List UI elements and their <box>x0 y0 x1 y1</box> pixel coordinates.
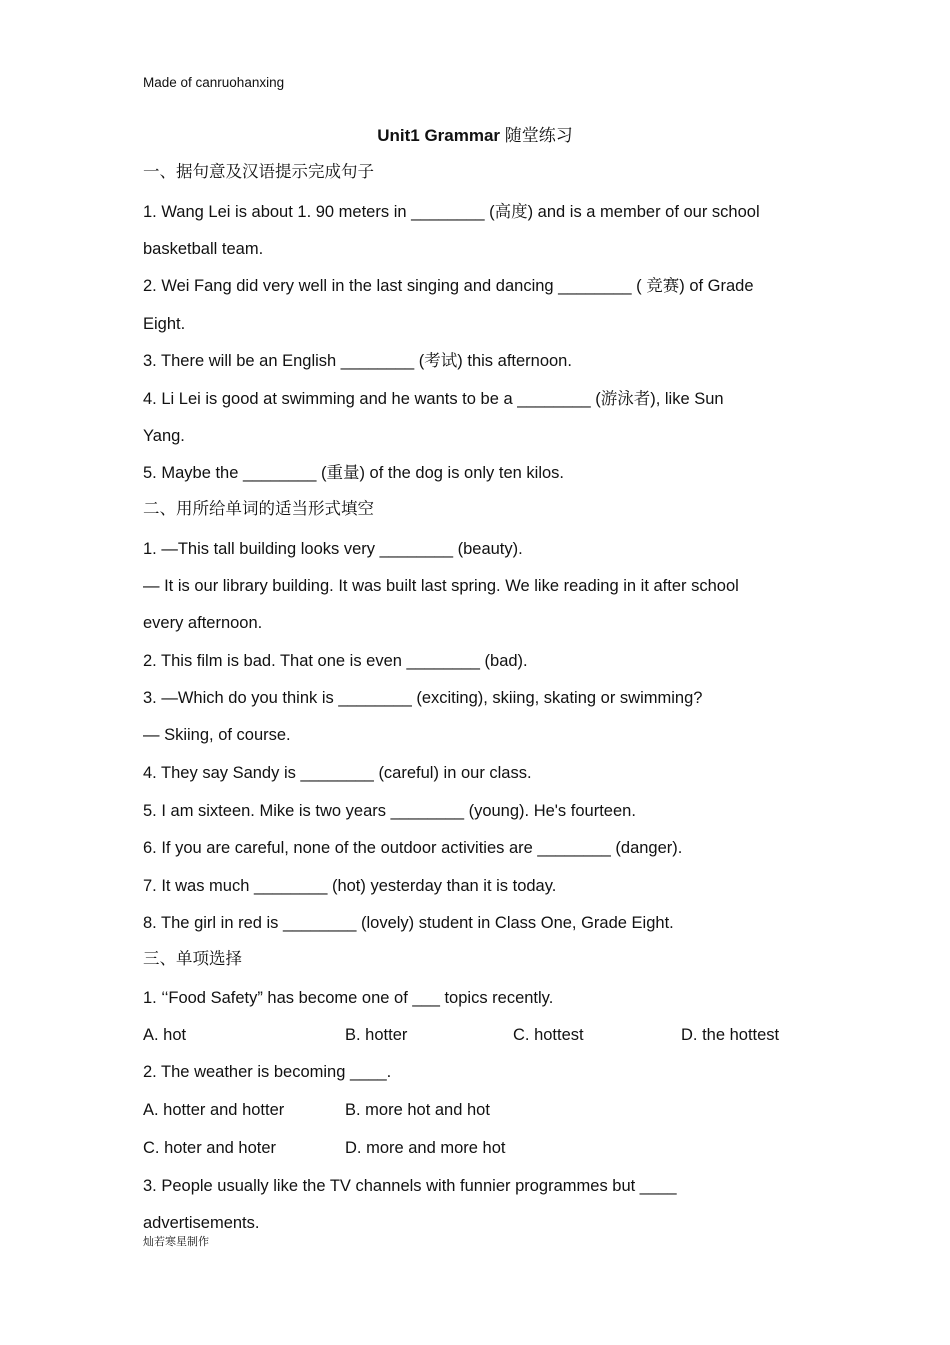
s1-q3: 3. There will be an English ________ (考试) this afternoon. <box>143 352 572 370</box>
s3-q2-option-a: A. hotter and hotter <box>143 1101 285 1119</box>
s1-q1-line1: 1. Wang Lei is about 1. 90 meters in ________ (高度) and is a member of our school <box>143 203 760 221</box>
s3-q2-option-d: D. more and more hot <box>345 1139 506 1157</box>
s2-q3-line1: 3. —Which do you think is ________ (exciting), skiing, skating or swimming? <box>143 689 703 707</box>
s2-q4: 4. They say Sandy is ________ (careful) in our class. <box>143 764 532 782</box>
s2-q1-line1: 1. —This tall building looks very ________ (beauty). <box>143 540 523 558</box>
title-bold: Unit1 Grammar <box>377 126 501 145</box>
s3-q2-option-b: B. more hot and hot <box>345 1101 490 1119</box>
s2-q8: 8. The girl in red is ________ (lovely) student in Class One, Grade Eight. <box>143 914 674 932</box>
s3-q1-option-c: C. hottest <box>513 1026 584 1044</box>
s1-q5: 5. Maybe the ________ (重量) of the dog is only ten kilos. <box>143 464 564 482</box>
made-of-header: Made of canruohanxing <box>143 75 285 90</box>
s3-q1-option-d: D. the hottest <box>681 1026 780 1044</box>
page-title <box>0 126 950 146</box>
s3-q1-option-b: B. hotter <box>345 1026 408 1044</box>
title-chinese: 随堂练习 <box>504 126 573 146</box>
s2-q7: 7. It was much ________ (hot) yesterday than it is today. <box>143 877 557 895</box>
s2-q3-line2: — Skiing, of course. <box>143 726 291 744</box>
s2-q1-line3: every afternoon. <box>143 614 263 632</box>
s3-q1: 1. ‘‘Food Safety” has become one of ___ topics recently. <box>143 989 554 1007</box>
s2-q2: 2. This film is bad. That one is even ________ (bad). <box>143 652 528 670</box>
section2-heading: 二、用所给单词的适当形式填空 <box>143 499 374 518</box>
s3-q2-option-c: C. hoter and hoter <box>143 1139 276 1157</box>
s1-q1-line2: basketball team. <box>143 240 264 258</box>
section3-heading: 三、单项选择 <box>143 949 242 968</box>
footer-text: 灿若寒星制作 <box>143 1235 209 1248</box>
s1-q2-line1: 2. Wei Fang did very well in the last singing and dancing ________ ( 竞赛) of Grade <box>143 277 754 295</box>
s1-q2-line2: Eight. <box>143 315 186 333</box>
s1-q4-line1: 4. Li Lei is good at swimming and he wants to be a ________ (游泳者), like Sun <box>143 390 724 408</box>
section1-heading: 一、据句意及汉语提示完成句子 <box>143 162 374 181</box>
s1-q4-line2: Yang. <box>143 427 185 445</box>
s3-q3-line2: advertisements. <box>143 1214 260 1232</box>
s2-q6: 6. If you are careful, none of the outdoor activities are ________ (danger). <box>143 839 683 857</box>
s2-q1-line2: — It is our library building. It was built last spring. We like reading in it after school <box>143 577 739 595</box>
s2-q5: 5. I am sixteen. Mike is two years ________ (young). He's fourteen. <box>143 802 636 820</box>
s3-q2: 2. The weather is becoming ____. <box>143 1063 392 1081</box>
s3-q1-option-a: A. hot <box>143 1026 187 1044</box>
s3-q3-line1: 3. People usually like the TV channels with funnier programmes but ____ <box>143 1177 677 1195</box>
